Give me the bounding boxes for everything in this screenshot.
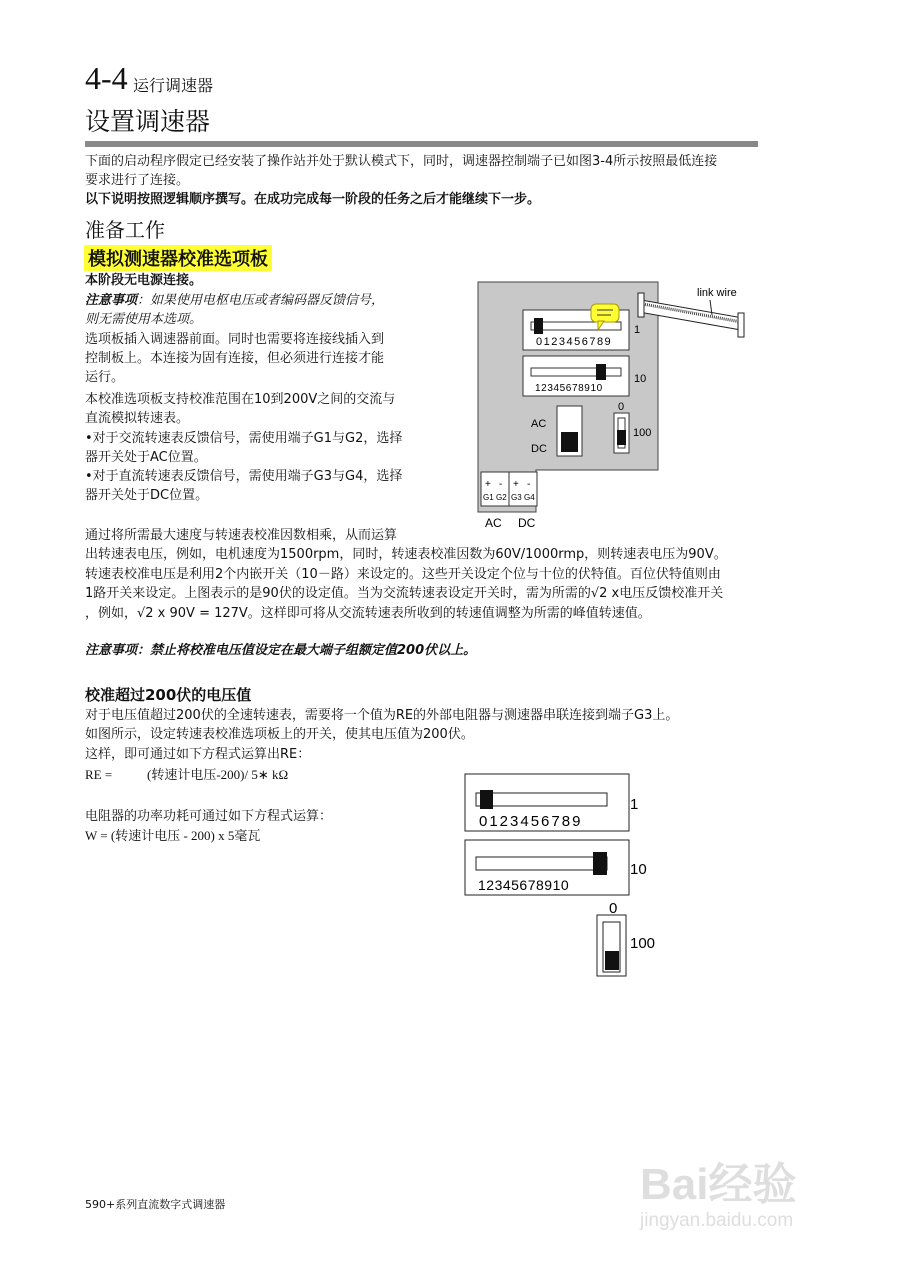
terminal-minus-1: - <box>499 479 503 490</box>
terminal-ac-label: AC <box>485 516 502 530</box>
section-number: 4-4 <box>85 60 128 96</box>
body-line-3: 1路开关来设定。上图表示的是90伏的设定值。当为交流转速表设定开关时，需为所需的√2 x电压反馈校准开关 <box>85 586 724 601</box>
terminal-g1: G1 <box>483 493 494 502</box>
terminal-g4: G4 <box>524 493 535 502</box>
cal-line-1: 对于电压值超过200伏的全速转速表，需要将一个值为RE的外部电阻器与测速器串联连接到端子G3上。 <box>85 708 679 723</box>
tens-switch-slider <box>596 364 606 380</box>
intro-line-3: 以下说明按照逻辑顺序撰写。在成功完成每一阶段的任务之后才能继续下一步。 <box>85 192 541 207</box>
acdc-ac-label: AC <box>531 418 547 430</box>
link-wire-end-right <box>738 313 744 337</box>
units-switch-track <box>476 793 607 806</box>
tens-switch-digits: 12345678910 <box>535 383 603 394</box>
note-1 <box>85 291 384 310</box>
switch-setting-diagram <box>460 770 690 985</box>
left-para-3: 运行。 <box>85 370 125 385</box>
note-1-line-2: 则无需使用本选项。 <box>85 312 203 327</box>
prep-heading: 准备工作 <box>85 218 165 242</box>
intro-line-1: 下面的启动程序假定已经安装了操作站并处于默认模式下，同时，调速器控制端子已如图3-4所示按照最低连接 <box>85 154 718 169</box>
note-1-label: 注意事项 <box>85 293 138 308</box>
hundreds-top-label: 0 <box>609 900 618 917</box>
units-switch-label: 1 <box>634 324 641 336</box>
units-switch-slider <box>480 790 493 809</box>
units-switch-digits: 0123456789 <box>536 336 613 348</box>
cal-line-2: 如图所示，设定转速表校准选项板上的开关，使其电压值为200伏。 <box>85 727 474 742</box>
callout-box <box>591 304 619 322</box>
note-2: 注意事项：禁止将校准电压值设定在最大端子组额定值200伏以上。 <box>85 643 477 658</box>
equation-re-rhs: (转速计电压-200)/ 5∗ kΩ <box>147 767 289 782</box>
bullet-dc: •对于直流转速表反馈信号，需使用端子G3与G4，选择 <box>85 469 403 484</box>
tens-switch-track <box>476 857 607 870</box>
hundreds-top-label: 0 <box>618 401 625 413</box>
link-wire-label: link wire <box>697 287 737 299</box>
tens-switch-label: 10 <box>634 373 647 385</box>
hundreds-switch-slider <box>605 951 619 970</box>
terminal-g2: G2 <box>496 493 507 502</box>
terminal-plus-1: + <box>485 479 491 490</box>
link-wire-end-left <box>638 293 644 317</box>
tens-switch-label: 10 <box>630 861 647 878</box>
body-line-1: 出转速表电压，例如，电机速度为1500rpm，同时，转速表校准因数为60V/1000rmp，则转速表电压为90V。 <box>85 547 727 562</box>
tens-switch-slider <box>593 852 607 875</box>
units-switch-label: 1 <box>630 796 639 813</box>
cal-line-4: 电阻器的功率功耗可通过如下方程式运算： <box>85 809 333 824</box>
option-board-heading: 模拟测速器校准选项板 <box>84 245 272 271</box>
hundreds-switch-label: 100 <box>630 935 656 952</box>
acdc-dc-label: DC <box>531 443 547 455</box>
bullet-ac-cont: 器开关处于AC位置。 <box>85 450 207 465</box>
page-footer: 590+系列直流数字式调速器 <box>85 1198 226 1211</box>
terminal-minus-2: - <box>527 479 531 490</box>
note-1-text: ：如果使用电枢电压或者编码器反馈信号， <box>137 293 385 308</box>
watermark-brand: Bai经验 <box>640 1160 797 1209</box>
body-line-2: 转速表校准电压是利用2个内嵌开关（10－路）来设定的。这些开关设定个位与十位的伏特值。百位伏特值则由 <box>85 567 721 582</box>
body-line-4: ，例如，√2 x 90V = 127V。这样即可将从交流转速表所收到的转速值调整为所需的峰值转速值。 <box>85 606 651 621</box>
left-para-4: 本校准选项板支持校准范围在10到200V之间的交流与 <box>85 392 396 407</box>
units-switch-digits: 0123456789 <box>479 813 583 830</box>
equation-re-lhs: RE = <box>85 767 113 782</box>
left-para-6: 通过将所需最大速度与转速表校准因数相乘，从而运算 <box>85 528 398 543</box>
cal-line-3: 这样，即可通过如下方程式运算出RE： <box>85 747 311 762</box>
option-board-diagram <box>470 270 770 535</box>
units-switch-slider <box>534 318 543 334</box>
bullet-dc-cont: 器开关处于DC位置。 <box>85 488 209 503</box>
hundreds-switch-label: 100 <box>633 427 652 439</box>
page-title: 设置调速器 <box>85 107 211 136</box>
calibration-heading: 校准超过200伏的电压值 <box>85 686 252 704</box>
section-label: 运行调速器 <box>133 76 214 95</box>
no-power-text: 本阶段无电源连接。 <box>85 273 203 288</box>
terminal-plus-2: + <box>513 479 519 490</box>
left-para-5: 直流模拟转速表。 <box>85 411 190 426</box>
left-para-1: 选项板插入调速器前面。同时也需要将连接线插入到 <box>85 332 385 347</box>
intro-line-2: 要求进行了连接。 <box>85 173 190 188</box>
watermark-url: jingyan.baidu.com <box>640 1210 794 1231</box>
tens-switch-track <box>531 368 621 376</box>
equation-w: W = (转速计电压 - 200) x 5毫瓦 <box>85 828 261 843</box>
tens-switch-digits: 12345678910 <box>478 877 570 893</box>
baidu-watermark <box>640 1160 796 1232</box>
title-rule <box>85 141 758 147</box>
acdc-selector-slider <box>561 432 578 452</box>
left-para-2: 控制板上。本连接为固有连接，但必须进行连接才能 <box>85 351 385 366</box>
units-switch-track <box>531 322 621 330</box>
terminal-g3: G3 <box>511 493 522 502</box>
hundreds-switch-slider <box>617 430 626 445</box>
bullet-ac: •对于交流转速表反馈信号，需使用端子G1与G2，选择 <box>85 431 403 446</box>
terminal-dc-label: DC <box>518 516 536 530</box>
